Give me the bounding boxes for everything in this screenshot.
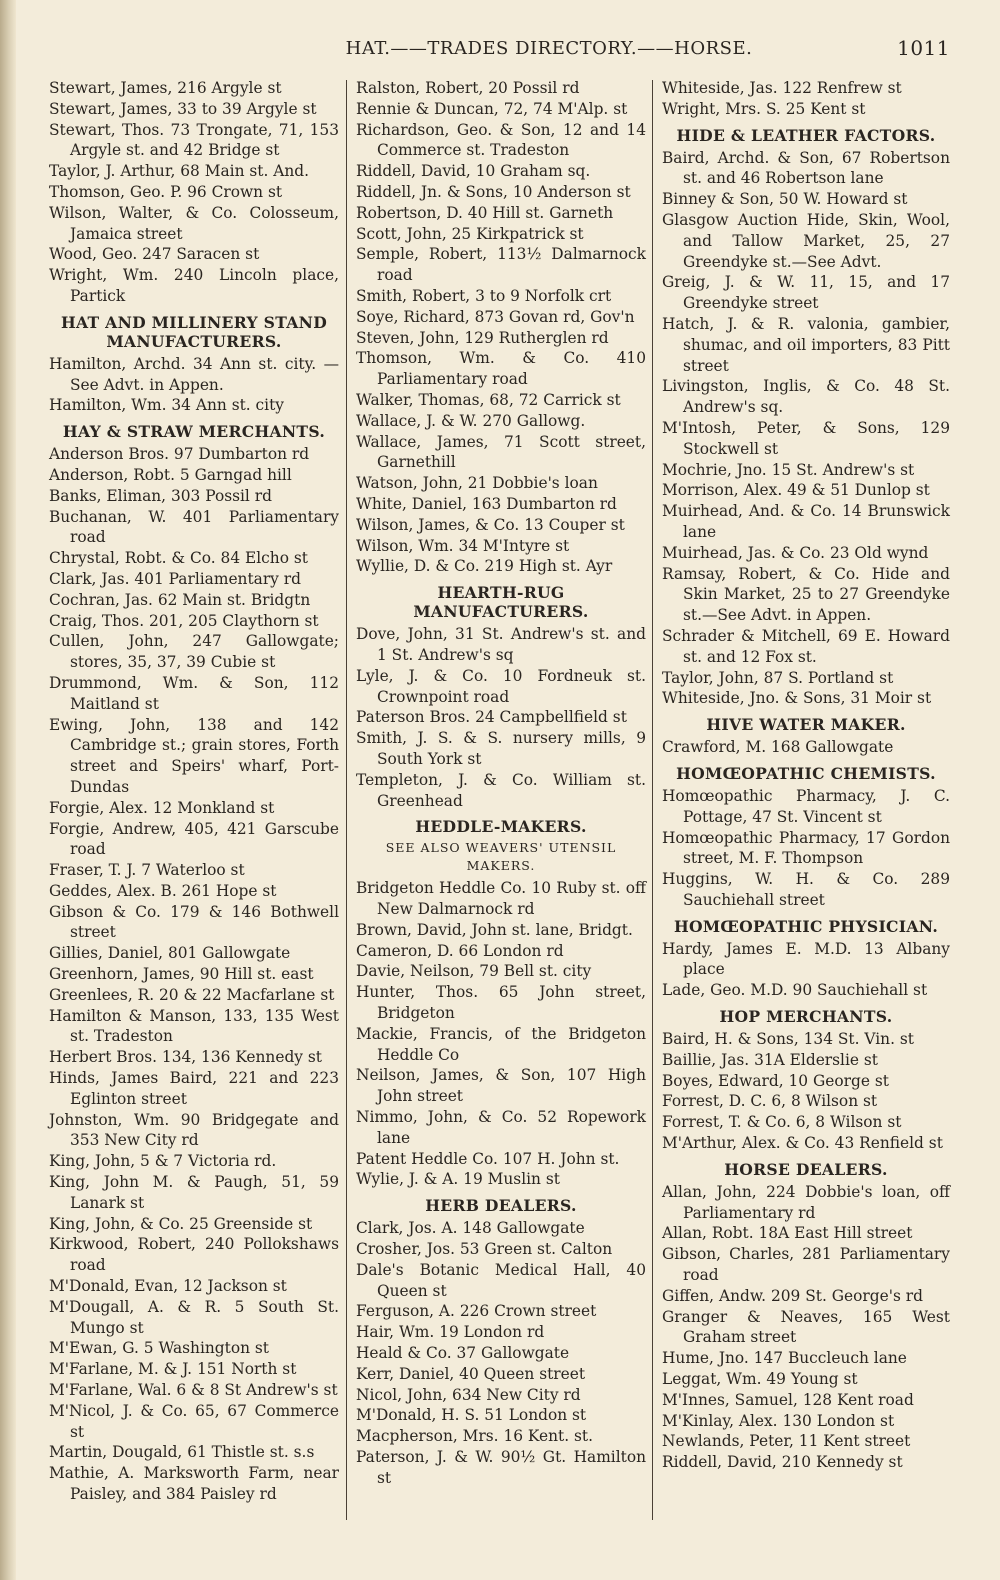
directory-entry: Forgie, Alex. 12 Monkland st — [49, 798, 275, 817]
directory-entry: Taylor, John, 87 S. Portland st — [662, 668, 894, 687]
directory-entry: Craig, Thos. 201, 205 Claythorn st — [49, 611, 319, 630]
directory-entry: Hume, Jno. 147 Buccleuch lane — [662, 1349, 907, 1368]
column-divider — [652, 80, 653, 1520]
directory-entry: Nimmo, John, & Co. 52 Ropework lane — [356, 1108, 646, 1147]
directory-entry: Whiteside, Jno. & Sons, 31 Moir st — [662, 689, 932, 708]
directory-entry: Crosher, Jos. 53 Green st. Calton — [356, 1240, 613, 1259]
directory-entry: Gibson & Co. 179 & 146 Bothwell street — [49, 902, 339, 942]
page-binding-edge — [0, 0, 16, 1580]
directory-entry: Baird, Archd. & Son, 67 Robertson st. and 46 Robertson lane — [662, 148, 950, 188]
directory-entry: Ramsay, Robert, & Co. Hide and Skin Market, 25 to 27 Greendyke st.—See Advt. in Appen. — [662, 564, 950, 625]
directory-entry: Allan, Robt. 18A East Hill street — [662, 1224, 913, 1243]
directory-entry: M'Farlane, Wal. 6 & 8 St Andrew's st — [49, 1381, 338, 1400]
directory-entry: Dale's Botanic Medical Hall, 40 Queen st — [356, 1260, 646, 1300]
directory-entry: Hatch, J. & R. valonia, gambier, shumac, and oil importers, 83 Pitt street — [662, 314, 950, 375]
directory-entry: Crawford, M. 168 Gallowgate — [662, 738, 894, 757]
directory-entry: Forgie, Andrew, 405, 421 Garscube road — [49, 819, 339, 859]
directory-entry: Baird, H. & Sons, 134 St. Vin. st — [662, 1030, 914, 1049]
directory-entry: Johnston, Wm. 90 Bridgegate and 353 New City rd — [49, 1110, 339, 1150]
directory-entry: Forrest, D. C. 6, 8 Wilson st — [662, 1092, 878, 1111]
trade-heading: HAY & STRAW MERCHANTS. — [62, 422, 326, 442]
directory-entry: King, John, 5 & 7 Victoria rd. — [49, 1152, 277, 1171]
directory-entry: Allan, John, 224 Dobbie's loan, off Parliamentary rd — [662, 1182, 950, 1222]
trade-heading: HOMŒOPATHIC PHYSICIAN. — [673, 916, 939, 936]
directory-entry: Patent Heddle Co. 107 H. John st. — [356, 1149, 620, 1168]
directory-entry: Smith, Robert, 3 to 9 Norfolk crt — [356, 286, 612, 305]
directory-entry: Robertson, D. 40 Hill st. Garneth — [356, 203, 614, 222]
directory-entry: Paterson Bros. 24 Campbellfield st — [356, 708, 627, 727]
directory-entry: Granger & Neaves, 165 West Graham street — [662, 1307, 950, 1347]
directory-entry: Hamilton, Wm. 34 Ann st. city — [49, 396, 284, 415]
column-divider — [346, 80, 347, 1520]
directory-entry: Stewart, James, 216 Argyle st — [49, 79, 282, 97]
trade-heading: HOP MERCHANTS. — [719, 1007, 893, 1027]
directory-entry: Wallace, J. & W. 270 Gallowg. — [356, 411, 586, 430]
directory-entry: Livingston, Inglis, & Co. 48 St. Andrew's sq. — [662, 377, 950, 417]
directory-entry: Forrest, T. & Co. 6, 8 Wilson st — [662, 1113, 902, 1132]
directory-entry: Wright, Wm. 240 Lincoln place, Partick — [49, 266, 339, 305]
directory-entry: Herbert Bros. 134, 136 Kennedy st — [49, 1048, 322, 1067]
directory-entry: Riddell, David, 210 Kennedy st — [662, 1453, 903, 1472]
directory-entry: Homœopathic Pharmacy, J. C. Pottage, 47 St. Vincent st — [662, 786, 950, 826]
directory-entry: Homœopathic Pharmacy, 17 Gordon street, M. F. Thompson — [662, 828, 950, 868]
directory-entry: Geddes, Alex. B. 261 Hope st — [49, 881, 277, 900]
directory-entry: Giffen, Andw. 209 St. George's rd — [662, 1286, 923, 1305]
directory-entry: M'Innes, Samuel, 128 Kent road — [662, 1390, 914, 1409]
directory-entry: Baillie, Jas. 31A Elderslie st — [662, 1050, 878, 1069]
directory-entry: Fraser, T. J. 7 Waterloo st — [49, 861, 245, 880]
directory-entry: Leggat, Wm. 49 Young st — [662, 1370, 858, 1389]
directory-entry: Mathie, A. Marksworth Farm, near Paisley, and 384 Paisley rd — [49, 1464, 339, 1503]
directory-entry: Greenlees, R. 20 & 22 Macfarlane st — [49, 985, 335, 1004]
directory-entry: Buchanan, W. 401 Parliamentary road — [49, 507, 339, 547]
directory-entry: Anderson, Robt. 5 Garngad hill — [49, 465, 292, 484]
directory-entry: M'Donald, H. S. 51 London st — [356, 1406, 587, 1425]
directory-entry: Morrison, Alex. 49 & 51 Dunlop st — [662, 481, 930, 500]
directory-entry: Steven, John, 129 Rutherglen rd — [356, 328, 609, 347]
directory-entry: Hamilton, Archd. 34 Ann st. city. —See Advt. in Appen. — [49, 354, 339, 394]
directory-entry: Martin, Dougald, 61 Thistle st. s.s — [49, 1443, 315, 1462]
directory-entry: Boyes, Edward, 10 George st — [662, 1071, 889, 1090]
directory-entry: Hinds, James Baird, 221 and 223 Eglinton street — [49, 1069, 339, 1108]
directory-entry: Hair, Wm. 19 London rd — [356, 1323, 545, 1342]
directory-entry: Nicol, John, 634 New City rd — [356, 1385, 581, 1404]
directory-entry: Clark, Jas. 401 Parliamentary rd — [49, 569, 301, 588]
directory-entry: Hunter, Thos. 65 John street, Bridgeton — [356, 983, 646, 1023]
directory-entry: Whiteside, Jas. 122 Renfrew st — [662, 79, 902, 97]
directory-entry: Dove, John, 31 St. Andrew's st. and 1 St. Andrew's sq — [356, 625, 646, 664]
directory-entry: Templeton, J. & Co. William st. Greenhead — [356, 770, 646, 810]
directory-entry: Richardson, Geo. & Son, 12 and 14 Commerce st. Tradeston — [356, 120, 646, 160]
directory-entry: Muirhead, And. & Co. 14 Brunswick lane — [662, 502, 950, 541]
directory-column-3 — [662, 78, 950, 1473]
directory-entry: Wallace, James, 71 Scott street, Garnethill — [356, 432, 646, 472]
directory-entry: Heald & Co. 37 Gallowgate — [356, 1344, 570, 1363]
directory-entry: Gibson, Charles, 281 Parliamentary road — [662, 1245, 950, 1285]
trade-heading: HEDDLE-MAKERS. — [415, 817, 587, 837]
directory-entry: Paterson, J. & W. 90½ Gt. Hamilton st — [356, 1448, 646, 1487]
directory-entry: Drummond, Wm. & Son, 112 Maitland st — [49, 673, 339, 713]
directory-entry: Greenhorn, James, 90 Hill st. east — [49, 965, 314, 984]
directory-entry: Ewing, John, 138 and 142 Cambridge st.; grain stores, Forth street and Speirs' wharf, Port-Dundas — [49, 715, 339, 796]
directory-entry: Soye, Richard, 873 Govan rd, Gov'n — [356, 307, 635, 326]
directory-entry: Scott, John, 25 Kirkpatrick st — [356, 224, 584, 243]
directory-entry: Wood, Geo. 247 Saracen st — [49, 245, 260, 264]
directory-entry: M'Arthur, Alex. & Co. 43 Renfield st — [662, 1134, 943, 1153]
directory-entry: Thomson, Geo. P. 96 Crown st — [49, 182, 283, 201]
trade-heading: HOMŒOPATHIC CHEMISTS. — [676, 763, 936, 783]
trade-heading: HAT AND MILLINERY STAND MANUFACTURERS. — [60, 312, 328, 351]
directory-entry: Hardy, James E. M.D. 13 Albany place — [662, 939, 950, 979]
directory-column-1 — [49, 78, 339, 1505]
directory-entry: Neilson, James, & Son, 107 High John street — [356, 1066, 646, 1106]
directory-entry: Lyle, J. & Co. 10 Fordneuk st. Crownpoint road — [356, 666, 646, 706]
directory-entry: Schrader & Mitchell, 69 E. Howard st. and 12 Fox st. — [662, 626, 950, 666]
directory-entry: Chrystal, Robt. & Co. 84 Elcho st — [49, 549, 308, 568]
trade-heading: HIVE WATER MAKER. — [706, 715, 906, 735]
directory-entry: M'Kinlay, Alex. 130 London st — [662, 1411, 895, 1430]
directory-entry: Bridgeton Heddle Co. 10 Ruby st. off New Dalmarnock rd — [356, 879, 646, 919]
directory-entry: White, Daniel, 163 Dumbarton rd — [356, 494, 617, 513]
directory-entry: King, John, & Co. 25 Greenside st — [49, 1214, 313, 1233]
directory-entry: Davie, Neilson, 79 Bell st. city — [356, 962, 592, 981]
directory-entry: Huggins, W. H. & Co. 289 Sauchiehall street — [662, 870, 950, 909]
directory-entry: Riddell, Jn. & Sons, 10 Anderson st — [356, 182, 631, 201]
directory-entry: Cochran, Jas. 62 Main st. Bridgtn — [49, 590, 311, 609]
directory-entry: Brown, David, John st. lane, Bridgt. — [356, 920, 633, 939]
cross-reference-note: SEE ALSO WEAVERS' UTENSIL MAKERS. — [385, 840, 617, 874]
directory-entry: M'Donald, Evan, 12 Jackson st — [49, 1277, 287, 1296]
directory-entry: Lade, Geo. M.D. 90 Sauchiehall st — [662, 981, 928, 1000]
directory-entry: Cullen, John, 247 Gallowgate; stores, 35, 37, 39 Cubie st — [49, 632, 339, 672]
directory-entry: Wylie, J. & A. 19 Muslin st — [356, 1170, 560, 1189]
directory-column-2 — [356, 78, 646, 1489]
directory-entry: Riddell, David, 10 Graham sq. — [356, 162, 591, 181]
directory-entry: M'Ewan, G. 5 Washington st — [49, 1339, 269, 1358]
directory-entry: Anderson Bros. 97 Dumbarton rd — [49, 445, 310, 464]
directory-entry: Stewart, James, 33 to 39 Argyle st — [49, 99, 317, 118]
directory-entry: Glasgow Auction Hide, Skin, Wool, and Tallow Market, 25, 27 Greendyke st.—See Advt. — [662, 210, 950, 271]
trade-heading: HERB DEALERS. — [425, 1196, 577, 1216]
directory-entry: Newlands, Peter, 11 Kent street — [662, 1432, 911, 1451]
page-header — [28, 36, 950, 62]
directory-entry: Cameron, D. 66 London rd — [356, 941, 564, 960]
directory-entry: Hamilton & Manson, 133, 135 West st. Tradeston — [49, 1006, 339, 1046]
directory-entry: Clark, Jos. A. 148 Gallowgate — [356, 1219, 585, 1238]
directory-entry: M'Farlane, M. & J. 151 North st — [49, 1360, 297, 1379]
directory-entry: Wright, Mrs. S. 25 Kent st — [662, 99, 866, 118]
directory-entry: Stewart, Thos. 73 Trongate, 71, 153 Argyle st. and 42 Bridge st — [49, 120, 339, 160]
trade-heading: HEARTH-RUG MANUFACTURERS. — [413, 583, 589, 622]
directory-entry: Mochrie, Jno. 15 St. Andrew's st — [662, 460, 915, 479]
directory-entry: King, John M. & Paugh, 51, 59 Lanark st — [49, 1173, 339, 1212]
directory-entry: Wyllie, D. & Co. 219 High st. Ayr — [356, 557, 613, 576]
directory-entry: Smith, J. S. & S. nursery mills, 9 South York st — [356, 729, 646, 768]
directory-entry: Macpherson, Mrs. 16 Kent. st. — [356, 1427, 593, 1446]
directory-entry: Gillies, Daniel, 801 Gallowgate — [49, 944, 291, 963]
directory-entry: Wilson, James, & Co. 13 Couper st — [356, 515, 625, 534]
directory-entry: M'Intosh, Peter, & Sons, 129 Stockwell st — [662, 418, 950, 458]
directory-entry: Taylor, J. Arthur, 68 Main st. And. — [49, 162, 310, 181]
directory-entry: Muirhead, Jas. & Co. 23 Old wynd — [662, 543, 929, 562]
directory-entry: Kirkwood, Robert, 240 Pollokshaws road — [49, 1235, 339, 1275]
page-number: 1011 — [897, 36, 950, 60]
directory-entry: Mackie, Francis, of the Bridgeton Heddle Co — [356, 1024, 646, 1064]
directory-entry: Wilson, Wm. 34 M'Intyre st — [356, 536, 570, 555]
directory-entry: M'Dougall, A. & R. 5 South St. Mungo st — [49, 1297, 339, 1337]
directory-entry: Thomson, Wm. & Co. 410 Parliamentary road — [356, 349, 646, 389]
directory-entry: Walker, Thomas, 68, 72 Carrick st — [356, 390, 621, 409]
directory-entry: Watson, John, 21 Dobbie's loan — [356, 474, 598, 493]
directory-entry: Ferguson, A. 226 Crown street — [356, 1302, 597, 1321]
trade-heading: HIDE & LEATHER FACTORS. — [676, 125, 936, 145]
directory-entry: Binney & Son, 50 W. Howard st — [662, 190, 908, 209]
directory-entry: Semple, Robert, 113½ Dalmarnock road — [356, 245, 646, 285]
trade-heading: HORSE DEALERS. — [724, 1159, 888, 1179]
directory-entry: Wilson, Walter, & Co. Colosseum, Jamaica street — [49, 203, 339, 243]
directory-entry: Kerr, Daniel, 40 Queen street — [356, 1364, 586, 1383]
directory-entry: M'Nicol, J. & Co. 65, 67 Commerce st — [49, 1401, 339, 1441]
directory-entry: Greig, J. & W. 11, 15, and 17 Greendyke street — [662, 273, 950, 313]
directory-entry: Ralston, Robert, 20 Possil rd — [356, 79, 580, 97]
directory-entry: Rennie & Duncan, 72, 74 M'Alp. st — [356, 99, 628, 118]
running-title: HAT.——TRADES DIRECTORY.——HORSE. — [345, 38, 753, 59]
directory-entry: Banks, Eliman, 303 Possil rd — [49, 486, 272, 505]
